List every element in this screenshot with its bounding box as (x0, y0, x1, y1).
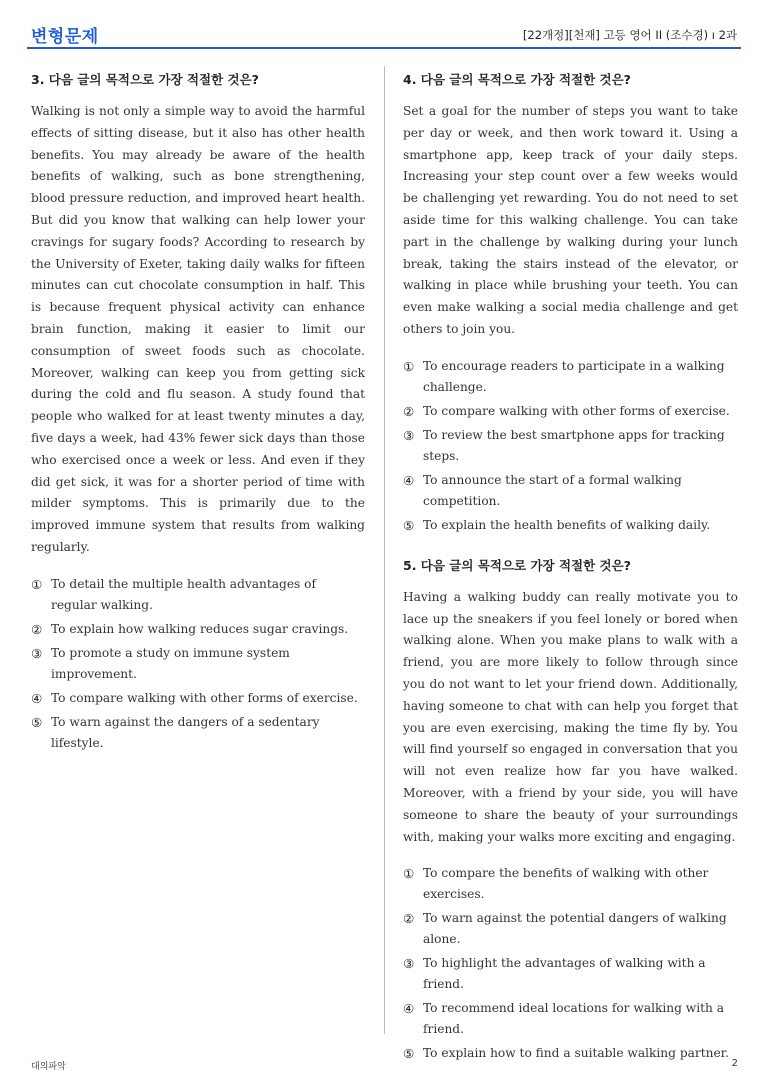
page-header (31, 22, 737, 50)
answer-choice-4[interactable] (403, 998, 738, 1040)
answer-choice-2[interactable] (31, 619, 365, 640)
choice-number: ② (403, 403, 415, 419)
choice-text: To warn against the dangers of a sedentary lifestyle. (51, 714, 320, 750)
answer-choice-2[interactable] (403, 908, 738, 950)
choice-text: To promote a study on immune system improvement. (51, 645, 290, 681)
answer-choice-1[interactable] (31, 574, 365, 616)
choice-text: To detail the multiple health advantages of regular walking. (51, 576, 317, 612)
page-number: 2 (731, 1058, 738, 1069)
answer-choices (403, 863, 738, 1064)
answer-choice-3[interactable] (403, 425, 738, 467)
left-column (31, 70, 365, 774)
column-divider (384, 66, 385, 1034)
choice-text: To explain how walking reduces sugar cravings. (51, 621, 349, 636)
question-5 (403, 556, 738, 1065)
question-passage: Walking is not only a simple way to avoid the harmful effects of sitting disease, but it also has other health benefits. You may already be aware of the health benefits of walking, such as bone strengthening, blood pressure reduction, and improved heart health. But did you know that walking can help lower your cravings for sugary foods? According to research by the University of Exeter, taking daily walks for fifteen minutes can cut chocolate consumption in half. This is because frequent physical activity can enhance brain function, making it easier to limit our consumption of sweet foods such as chocolate. Moreover, walking can keep you from getting sick during the cold and flu season. A study found that people who walked for at least twenty minutes a day, five days a week, had 43% fewer sick days than those who exercised once a week or less. And even if they did get sick, it was for a shorter period of time with milder symptoms. This is primarily due to the improved immune system that results from walking regularly. (31, 104, 365, 554)
question-passage: Set a goal for the number of steps you want to take per day or week, and then work toward it. Using a smartphone app, keep track of your daily steps. Increasing your step count over a few weeks would be challenging yet rewarding. You do not need to set aside time for this walking challenge. You can take part in the challenge by walking during your lunch break, taking the stairs instead of the elevator, or walking in place while brushing your teeth. You can even make walking a social media challenge and get others to join you. (403, 104, 738, 336)
choice-number: ① (403, 358, 415, 374)
answer-choice-3[interactable] (403, 953, 738, 995)
choice-number: ⑤ (403, 517, 415, 533)
choice-text: To review the best smartphone apps for tracking steps. (423, 427, 725, 463)
question-title: 5. 다음 글의 목적으로 가장 적절한 것은? (403, 557, 631, 573)
answer-choices (31, 574, 365, 754)
answer-choices (403, 356, 738, 536)
answer-choice-5[interactable] (403, 1043, 738, 1064)
answer-choice-5[interactable] (31, 712, 365, 754)
choice-number: ⑤ (403, 1046, 415, 1062)
question-passage: Having a walking buddy can really motivate you to lace up the sneakers if you feel lonely or bored when walking alone. When you make plans to walk with a friend, you are more likely to follow through since you do not want to let your friend down. Additionally, having someone to chat with can help you forget that you are even exercising, making the time fly by. You will find yourself so engaged in conversation that you will not even realize how far you have walked. Moreover, with a friend by your side, you will have someone to share the beauty of your surroundings with, making your walks more exciting and engaging. (403, 589, 738, 844)
question-title: 3. 다음 글의 목적으로 가장 적절한 것은? (31, 72, 259, 87)
choice-text: To announce the start of a formal walking competition. (423, 472, 682, 508)
answer-choice-2[interactable] (403, 401, 738, 422)
choice-number: ① (31, 576, 43, 592)
footer-brand: 대의파악 (31, 1062, 66, 1072)
choice-text: To compare walking with other forms of exercise. (423, 403, 730, 418)
choice-number: ④ (31, 690, 43, 706)
answer-choice-3[interactable] (31, 643, 365, 685)
answer-choice-1[interactable] (403, 863, 738, 905)
choice-text: To highlight the advantages of walking with a friend. (423, 956, 706, 992)
answer-choice-5[interactable] (403, 515, 738, 536)
answer-choice-1[interactable] (403, 356, 738, 398)
choice-number: ② (403, 911, 415, 927)
choice-number: ④ (403, 1001, 415, 1017)
choice-text: To recommend ideal locations for walking with a friend. (423, 1001, 725, 1037)
header-divider (27, 47, 741, 49)
question-title: 4. 다음 글의 목적으로 가장 적절한 것은? (403, 72, 631, 87)
choice-number: ③ (31, 645, 43, 661)
answer-choice-4[interactable] (31, 688, 365, 709)
choice-number: ⑤ (31, 714, 43, 730)
choice-number: ③ (403, 427, 415, 443)
choice-number: ③ (403, 956, 415, 972)
question-3 (31, 70, 365, 754)
course-label: [22개정][천재] 고등 영어 II (조수경) ı 2과 (522, 28, 737, 42)
choice-text: To warn against the potential dangers of walking alone. (423, 911, 727, 947)
choice-text: To explain the health benefits of walking daily. (423, 517, 711, 532)
choice-text: To explain how to find a suitable walking partner. (423, 1046, 730, 1061)
choice-text: To encourage readers to participate in a walking challenge. (423, 358, 725, 394)
choice-text: To compare the benefits of walking with other exercises. (423, 866, 709, 902)
choice-number: ④ (403, 472, 415, 488)
choice-number: ① (403, 866, 415, 882)
question-4 (403, 70, 738, 536)
page-title: 변형문제 (31, 27, 99, 47)
right-column (403, 70, 738, 1084)
choice-text: To compare walking with other forms of exercise. (51, 690, 358, 705)
answer-choice-4[interactable] (403, 470, 738, 512)
choice-number: ② (31, 621, 43, 637)
